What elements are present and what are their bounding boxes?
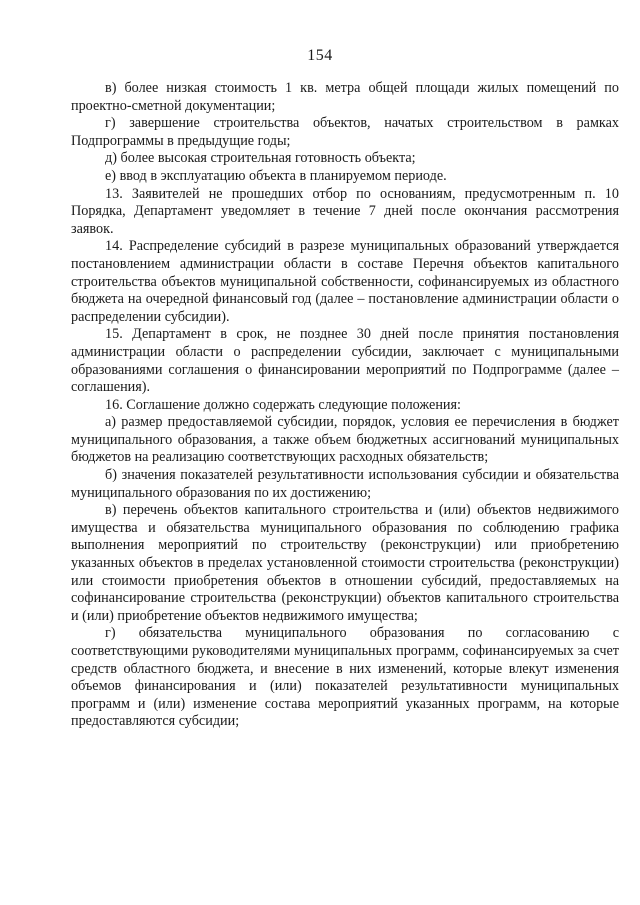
paragraph-item-g: г) завершение строительства объектов, начатых строительством в рамках Подпрограммы в предыдущие годы; xyxy=(71,115,619,149)
paragraph-item-e: е) ввод в эксплуатацию объекта в планируемом периоде. xyxy=(105,167,447,184)
paragraph-15: 15. Департамент в срок, не позднее 30 дней после принятия постановления администрации области о распределении субсидии, заключает с муниципальными образованиями соглашения о финансировании мероприятий по Подпрограмме (далее – соглашения). xyxy=(71,326,619,396)
paragraph-13: 13. Заявителей не прошедших отбор по основаниям, предусмотренным п. 10 Порядка, Департамент уведомляет в течение 7 дней после окончания рассмотрения заявок. xyxy=(71,185,619,237)
paragraph-item-d: д) более высокая строительная готовность объекта; xyxy=(105,150,416,167)
paragraph-item-v: в) более низкая стоимость 1 кв. метра общей площади жилых помещений по проектно-сметной документации; xyxy=(71,80,619,114)
paragraph-16-item-v: в) перечень объектов капитального строительства и (или) объектов недвижимого имущества и обязательства муниципального образования по соблюдению графика выполнения мероприятий по строительству (реконструкции) или приобретению указанных объектов в пределах установленной стоимости строительства (реконструкции) или стоимости приобретения объектов в отношении субсидий, предоставляемых на софинансирование строительства (реконструкции) объектов капитального строительства и (или) приобретение объектов недвижимого имущества; xyxy=(71,502,619,624)
paragraph-14: 14. Распределение субсидий в разрезе муниципальных образований утверждается постановлением администрации области в составе Перечня объектов капитального строительства объектов муниципальной собственности, софинансируемых из областного бюджета на очередной финансовый год (далее – постановление администрации области о распределении субсидии). xyxy=(71,238,619,325)
page-number: 154 xyxy=(307,47,333,64)
paragraph-16: 16. Соглашение должно содержать следующие положения: xyxy=(105,396,461,413)
document-body xyxy=(71,80,619,731)
paragraph-16-item-b: б) значения показателей результативности использования субсидии и обязательства муниципального образования по их достижению; xyxy=(71,467,619,501)
paragraph-16-item-a: а) размер предоставляемой субсидии, порядок, условия ее перечисления в бюджет муниципального образования, а также объем бюджетных ассигнований муниципальных бюджетов на реализацию соответствующих расходных обязательств; xyxy=(71,414,619,466)
paragraph-16-item-g: г) обязательства муниципального образования по согласованию с соответствующими руководителями муниципальных программ, софинансируемых за счет средств областного бюджета, и внесение в них изменений, которые влекут изменения объемов финансирования и (или) показателей результативности муниципальных программ и (или) изменение состава мероприятий указанных программ, на которые предоставляются субсидии; xyxy=(71,625,619,730)
